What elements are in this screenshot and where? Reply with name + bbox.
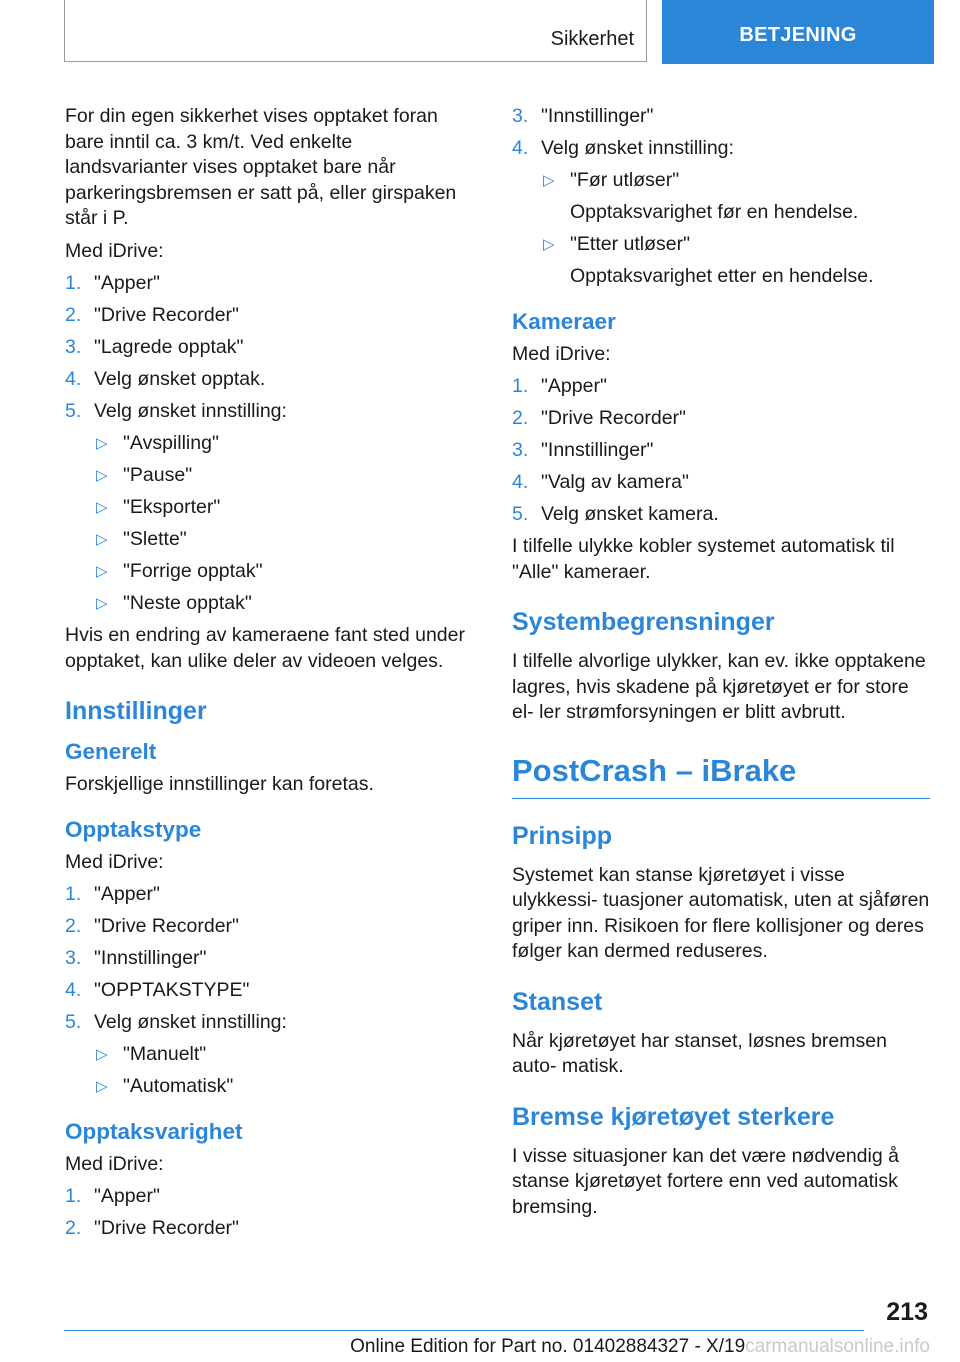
step-text: "Apper" — [94, 272, 160, 294]
idrive-label: Med iDrive: — [512, 342, 611, 365]
step-number: 4. — [65, 979, 82, 1001]
list-item — [65, 335, 480, 361]
list-item — [512, 438, 930, 464]
step-text: "Drive Recorder" — [541, 407, 686, 429]
camera-change-note: Hvis en endring av kameraene fant sted under opptaket, kan ulike deler av videoen velges. — [65, 624, 465, 672]
step-text: Velg ønsket kamera. — [541, 503, 719, 525]
heading-bremse-sterkere: Bremse kjøretøyet sterkere — [512, 1102, 835, 1131]
step-text: "Innstillinger" — [94, 947, 207, 969]
heading-generelt: Generelt — [65, 739, 157, 764]
sub-options-list — [541, 168, 930, 290]
heading-systembegrensninger: Systembegrensninger — [512, 608, 775, 636]
step-text: "Drive Recorder" — [94, 304, 239, 326]
generelt-text: Forskjellige innstillinger kan foretas. — [65, 773, 374, 795]
triangle-right-icon: ▷ — [96, 499, 108, 516]
steps-list-duration-continued — [512, 104, 930, 290]
sub-list-item — [94, 495, 480, 521]
triangle-right-icon: ▷ — [96, 595, 108, 612]
sub-list-item — [94, 559, 480, 585]
step-text: "Apper" — [94, 1185, 160, 1207]
footer-divider — [64, 1330, 864, 1331]
step-number: 2. — [65, 304, 82, 326]
step-text: "Apper" — [541, 375, 607, 397]
steps-list-recording-type — [65, 882, 480, 1100]
step-number: 1. — [65, 1185, 82, 1207]
heading-opptaksvarighet: Opptaksvarighet — [65, 1118, 243, 1144]
list-item — [512, 136, 930, 290]
triangle-right-icon: ▷ — [96, 531, 108, 548]
step-number: 1. — [512, 375, 529, 397]
step-number: 2. — [512, 407, 529, 429]
step-number: 3. — [65, 336, 82, 358]
sub-list-item — [94, 527, 480, 553]
step-text: "Lagrede opptak" — [94, 336, 244, 358]
list-item — [65, 946, 480, 972]
step-number: 3. — [65, 947, 82, 969]
step-text: "Innstillinger" — [541, 439, 654, 461]
triangle-right-icon: ▷ — [543, 236, 555, 253]
option-text: "Manuelt" — [123, 1043, 207, 1065]
heading-innstillinger: Innstillinger — [65, 697, 207, 725]
triangle-right-icon: ▷ — [96, 1046, 108, 1063]
edition-text: Online Edition for Part no. 01402884327 - X/19 — [350, 1336, 746, 1357]
footer-edition-line — [350, 1336, 930, 1358]
triangle-right-icon: ▷ — [96, 467, 108, 484]
step-number: 4. — [65, 368, 82, 390]
list-item — [65, 882, 480, 908]
sub-list-item — [94, 591, 480, 617]
option-text: "Eksporter" — [123, 496, 221, 518]
step-number: 5. — [65, 1011, 82, 1033]
triangle-right-icon: ▷ — [96, 1078, 108, 1095]
list-item — [65, 271, 480, 297]
option-text: "Etter utløser" — [570, 233, 691, 255]
intro-paragraph: For din egen sikkerhet vises opptaket foran bare inntil ca. 3 km/t. Ved enkelte landsvarianter vises opptaket bare når parkeringsbremsen er satt på, eller girspaken står i P. — [65, 105, 457, 229]
step-number: 5. — [65, 400, 82, 422]
page-number: 213 — [886, 1298, 928, 1326]
header-section-box — [64, 0, 647, 62]
step-number: 3. — [512, 105, 529, 127]
right-column — [512, 104, 930, 1227]
sub-options-list — [94, 1042, 480, 1100]
step-text: Velg ønsket innstilling: — [94, 1011, 287, 1033]
step-text: Velg ønsket innstilling: — [94, 400, 287, 422]
option-text: "Forrige opptak" — [123, 560, 263, 582]
list-item — [65, 303, 480, 329]
idrive-label: Med iDrive: — [65, 1152, 164, 1175]
steps-list-recordings — [65, 271, 480, 617]
triangle-right-icon: ▷ — [96, 435, 108, 452]
sub-list-item — [94, 1042, 480, 1068]
sub-list-item — [541, 232, 930, 290]
prinsipp-text: Systemet kan stanse kjøretøyet i visse ulykkessi- tuasjoner automatisk, uten at sjåføren griper inn. Risikoen for flere kollisjoner og deres følger kan dermed reduseres. — [512, 863, 930, 962]
list-item — [512, 470, 930, 496]
triangle-right-icon: ▷ — [543, 172, 555, 189]
step-text: "OPPTAKSTYPE" — [94, 979, 250, 1001]
heading-stanset: Stanset — [512, 987, 603, 1016]
step-text: "Drive Recorder" — [94, 1217, 239, 1239]
steps-list-duration — [65, 1184, 480, 1242]
triangle-right-icon: ▷ — [96, 563, 108, 580]
option-text: "Slette" — [123, 528, 187, 550]
bremse-text: I visse situasjoner kan det være nødvendig å stanse kjøretøyet fortere enn ved automatisk bremsing. — [512, 1144, 899, 1218]
sub-list-item — [94, 463, 480, 489]
header-section-title: Sikkerhet — [550, 28, 634, 50]
watermark-text: carmanualsonline.info — [745, 1336, 930, 1357]
heading-prinsipp: Prinsipp — [512, 821, 613, 850]
step-text: "Apper" — [94, 883, 160, 905]
step-number: 4. — [512, 137, 529, 159]
list-item — [512, 406, 930, 432]
option-text: "Før utløser" — [570, 169, 680, 191]
option-description: Opptaksvarighet etter en hendelse. — [570, 265, 874, 287]
option-text: "Automatisk" — [123, 1075, 234, 1097]
list-item — [65, 367, 480, 393]
step-text: Velg ønsket opptak. — [94, 368, 266, 390]
sub-list-item — [94, 431, 480, 457]
step-number: 2. — [65, 1217, 82, 1239]
sub-list-item — [541, 168, 930, 226]
sub-options-list — [94, 431, 480, 617]
step-text: Velg ønsket innstilling: — [541, 137, 734, 159]
step-number: 1. — [65, 272, 82, 294]
step-number: 5. — [512, 503, 529, 525]
heading-kameraer: Kameraer — [512, 308, 616, 334]
step-number: 1. — [65, 883, 82, 905]
list-item — [512, 502, 930, 528]
idrive-label: Med iDrive: — [65, 239, 164, 262]
option-text: "Pause" — [123, 464, 193, 486]
step-text: "Valg av kamera" — [541, 471, 689, 493]
step-number: 2. — [65, 915, 82, 937]
step-text: "Drive Recorder" — [94, 915, 239, 937]
system-limits-text: I tilfelle alvorlige ulykker, kan ev. ikke opptakene lagres, hvis skadene på kjøretøyet er for store el- ler strømforsyningen er blitt avbrutt. — [512, 650, 926, 723]
option-description: Opptaksvarighet før en hendelse. — [570, 201, 859, 223]
list-item — [65, 1184, 480, 1210]
heading-postcrash-ibrake: PostCrash – iBrake — [512, 752, 930, 799]
step-text: "Innstillinger" — [541, 105, 654, 127]
idrive-label: Med iDrive: — [65, 850, 164, 873]
list-item — [65, 978, 480, 1004]
step-number: 4. — [512, 471, 529, 493]
header-chapter-tab: BETJENING — [662, 0, 934, 64]
camera-accident-note: I tilfelle ulykke kobler systemet automatisk til "Alle" kameraer. — [512, 535, 895, 583]
option-text: "Avspilling" — [123, 432, 219, 454]
list-item — [65, 914, 480, 940]
left-column — [65, 104, 480, 1248]
list-item — [65, 399, 480, 617]
steps-list-cameras — [512, 374, 930, 528]
step-number: 3. — [512, 439, 529, 461]
list-item — [65, 1010, 480, 1100]
list-item — [512, 104, 930, 130]
option-text: "Neste opptak" — [123, 592, 252, 614]
stanset-text: Når kjøretøyet har stanset, løsnes bremsen auto- matisk. — [512, 1029, 887, 1077]
list-item — [512, 374, 930, 400]
list-item — [65, 1216, 480, 1242]
heading-opptakstype: Opptakstype — [65, 816, 202, 842]
sub-list-item — [94, 1074, 480, 1100]
